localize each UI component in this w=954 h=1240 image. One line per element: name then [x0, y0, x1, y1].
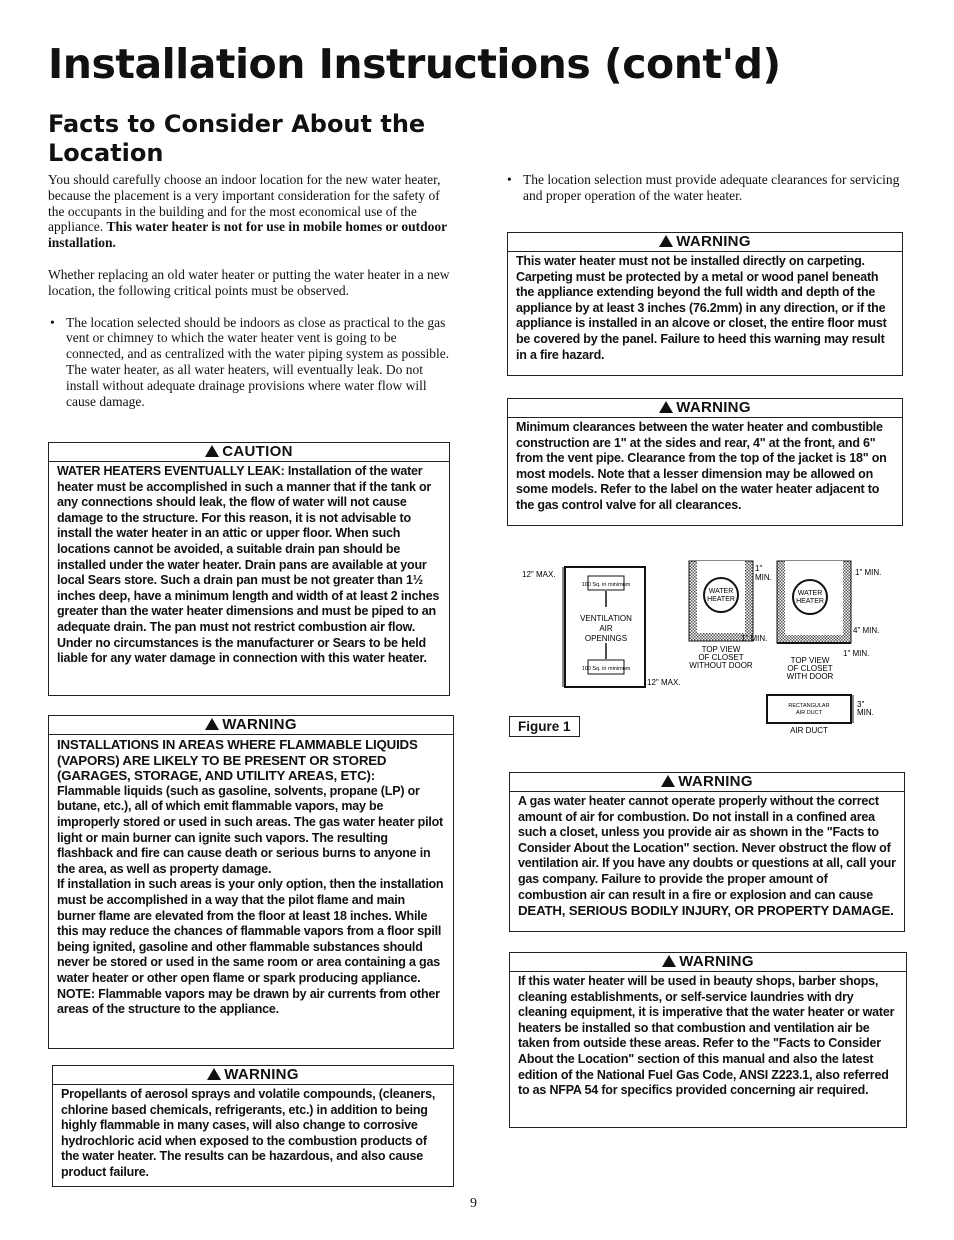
air-duct-caption: AIR DUCT — [790, 726, 828, 735]
ventilation-closet — [522, 567, 681, 687]
warning-beauty-body: If this water heater will be used in beauty shops, barber shops, cleaning establishments, or self-service laundries with dry cleaning equipment, it is imperative that the water heater or water heaters be installed so that combustion and ventilation air be taken from outside these areas. Refer to the "Facts to Consider About the Location" section of this manual and also the latest edition of the National Fuel Gas Code, ANSI Z223.1, also referred to as NFPA 54 for specifics provided concerning air required. — [518, 974, 895, 1098]
warning-triangle-icon — [205, 718, 219, 730]
warning-triangle-icon — [207, 1068, 221, 1080]
svg-text:HEATER: HEATER — [796, 598, 824, 605]
warning-aerosol-body: Propellants of aerosol sprays and volatile compounds, (cleaners, chlorine based chemicals, refrigerants, etc.) in addition to being highly flammable in many cases, will also change to corrosive hydrochloric acid when exposed to the combustion products of the water heater. The results can be hazardous, and also cause product failure. — [61, 1087, 436, 1179]
right-min-top: 1" MIN. — [855, 568, 882, 577]
page-title: Installation Instructions (cont'd) — [48, 40, 781, 88]
left-view-caption-1: TOP VIEW — [701, 645, 741, 654]
warning-flammable-p2: If installation in such areas is your only option, then the installation must be accomplished in a way that the pilot flame and main burner flame are elevated from the floor at least 18 inches. While this may reduce the chances of flammable vapors from a floor spill being ignited, gasoline and other flammable substances should never be stored or used in the same room or area containing a gas water heater or other open flame or spark producing appliance. — [57, 877, 444, 985]
warning-heading: WARNING — [49, 716, 453, 735]
vent-12-top-label: 12" MAX. — [522, 570, 556, 579]
warning-heading: WARNING — [508, 399, 902, 418]
warning-carpet-box — [507, 232, 903, 376]
left-min-1b: MIN. — [755, 573, 772, 582]
closet-with-door — [777, 561, 881, 681]
intro-paragraph-2: Whether replacing an old water heater or putting the water heater in a new location, the following critical points must be observed. — [48, 266, 450, 298]
warning-combustion-box — [509, 772, 905, 932]
warning-triangle-icon — [659, 401, 673, 413]
closet-without-door — [689, 561, 772, 670]
warning-flammable-p1: Flammable liquids (such as gasoline, solvents, propane (LP) or butane, etc.), all of which emit flammable vapors, may be improperly stored or used in such areas. The gas water heater pilot light or main burner can ignite such vapors. The resulting flashback and fire can cause death or serious burns to anyone in the area, as well as property damage. — [57, 783, 444, 876]
top-vent-label: 100 Sq. in minimum — [581, 582, 631, 588]
warning-combustion-body: A gas water heater cannot operate properly without the correct amount of air for combustion. Do not install in a confined area such a closet, unless you provide air as shown in the "Facts to Consider About the Location" section. Never obstruct the flow of ventilation air. If you have any doubts or questions at all, call your gas company. Failure to provide the proper amount of combustion air can result in a fire or explosion and can cause DEATH, SERIOUS BODILY INJURY, OR PROPERTY DAMAGE. — [518, 794, 896, 919]
left-view-caption-3: WITHOUT DOOR — [689, 661, 753, 670]
svg-text:WATER: WATER — [797, 590, 823, 597]
warning-flammable-lead: INSTALLATIONS IN AREAS WHERE FLAMMABLE LIQUIDS (VAPORS) ARE LIKELY TO BE PRESENT OR STORED (GARAGES, STORAGE, AND UTILITY AREAS, ETC): — [57, 737, 418, 784]
warning-heading: WARNING — [53, 1066, 453, 1085]
warning-flammable-body — [49, 735, 453, 1021]
caution-heading: CAUTION — [49, 443, 449, 462]
warning-aerosol-box — [52, 1065, 454, 1187]
left-min-bottom: 1" MIN. — [741, 634, 768, 643]
warning-triangle-icon — [205, 445, 219, 457]
intro-paragraph-1: You should carefully choose an indoor location for the new water heater, because the placement is a very important consideration for the safety of the occupants in the building and for the most economical use of the appliance. This water heater is not for use in mobile homes or outdoor installation. — [48, 172, 447, 251]
warning-combustion-ending: DEATH, SERIOUS BODILY INJURY, OR PROPERTY DAMAGE. — [518, 903, 894, 919]
intro-right-text — [505, 172, 905, 204]
figure-label: Figure 1 — [509, 716, 580, 737]
vent-caption-1: VENTILATION — [580, 614, 632, 623]
water-heater-right — [793, 580, 827, 614]
svg-text:MIN.: MIN. — [857, 708, 874, 717]
warning-flammable-box — [48, 715, 454, 1049]
warning-heading: WARNING — [510, 953, 906, 972]
section-title: Facts to Consider About the Location — [48, 110, 426, 167]
right-view-caption-2: OF CLOSET — [787, 664, 833, 673]
warning-beauty-box — [509, 952, 907, 1128]
bullet-location: • The location selected should be indoors as close as practical to the gas vent or chimney to which the water heater vent is going to be connected, and as centralized with the water piping system as possible. The water heater, as all water heaters, will eventually leak. Do not install without adequate drainage provisions where water flow will cause damage. — [48, 315, 450, 410]
left-view-caption-2: OF CLOSET — [698, 653, 744, 662]
svg-text:3": 3" — [857, 700, 865, 709]
svg-text:RECTANGULAR: RECTANGULAR — [788, 703, 830, 709]
caution-box — [48, 442, 450, 696]
warning-heading: WARNING — [510, 773, 904, 792]
air-duct — [767, 695, 874, 735]
warning-flammable-note: NOTE: Flammable vapors may be drawn by air currents from other areas of the structure to the appliance. — [57, 986, 440, 1017]
vent-12-bottom-label: 12" MAX. — [647, 678, 681, 687]
bullet-clearance: • The location selection must provide adequate clearances for servicing and proper operation of the water heater. — [505, 172, 905, 204]
right-min-bottom: 1" MIN. — [843, 649, 870, 658]
vent-caption-3: OPENINGS — [584, 634, 628, 643]
warning-triangle-icon — [662, 955, 676, 967]
vent-caption-2: AIR — [599, 624, 613, 633]
right-view-caption-3: WITH DOOR — [786, 672, 834, 681]
page-number: 9 — [470, 1196, 477, 1211]
warning-triangle-icon — [661, 775, 675, 787]
warning-heading: WARNING — [508, 233, 902, 252]
svg-text:AIR DUCT: AIR DUCT — [796, 710, 822, 716]
water-heater-left — [704, 578, 738, 612]
left-min-1a: 1" — [755, 564, 763, 573]
svg-text:WATER: WATER — [708, 588, 734, 595]
warning-carpet-body: This water heater must not be installed directly on carpeting. Carpeting must be protected by a metal or wood panel beneath the appliance extending beyond the full width and depth of the appliance by at least 3 inches (76.2mm) in any direction, or if the appliance is installed in an alcove or closet, the entire floor must be covered by the panel. Failure to heed this warning may result in a fire hazard. — [516, 254, 887, 362]
svg-text:HEATER: HEATER — [707, 596, 735, 603]
warning-clearance-box — [507, 398, 903, 526]
warning-triangle-icon — [659, 235, 673, 247]
intro-text — [48, 172, 450, 409]
intro-bold-note: This water heater is not for use in mobile homes or outdoor installation. — [48, 219, 447, 251]
warning-clearance-body: Minimum clearances between the water heater and combustible construction are 1" at the sides and rear, 4" at the front, and 6" from the vent pipe. Clearance from the top of the jacket is 18" on most models. Note that a lesser dimension may be allowed on some models. Refer to the label on the water heater adjacent to the gas control valve for all clearances. — [516, 420, 887, 512]
right-view-caption-1: TOP VIEW — [790, 656, 830, 665]
right-min-side: 4" MIN. — [853, 626, 880, 635]
caution-body: WATER HEATERS EVENTUALLY LEAK: Installation of the water heater must be accomplished in such a manner that if the tank or any connections should leak, the flow of water will not cause damage to the structure. For this reason, it is not advisable to install the water heater in an attic or upper floor. When such locations cannot be avoided, a suitable drain pan should be installed under the water heater. Drain pans are available at your local Sears store. Such a drain pan must be not greater than 1½ inches deep, have a minimum length and width of at least 2 inches greater than the water heater dimensions and must be piped to an adequate drain. The pan must not restrict combustion air flow. Under no circumstances is the manufacturer or Sears to be held liable for any water damage in connection with this water heater. — [57, 464, 440, 666]
bottom-vent-label: 100 Sq. in minimum — [581, 666, 631, 672]
